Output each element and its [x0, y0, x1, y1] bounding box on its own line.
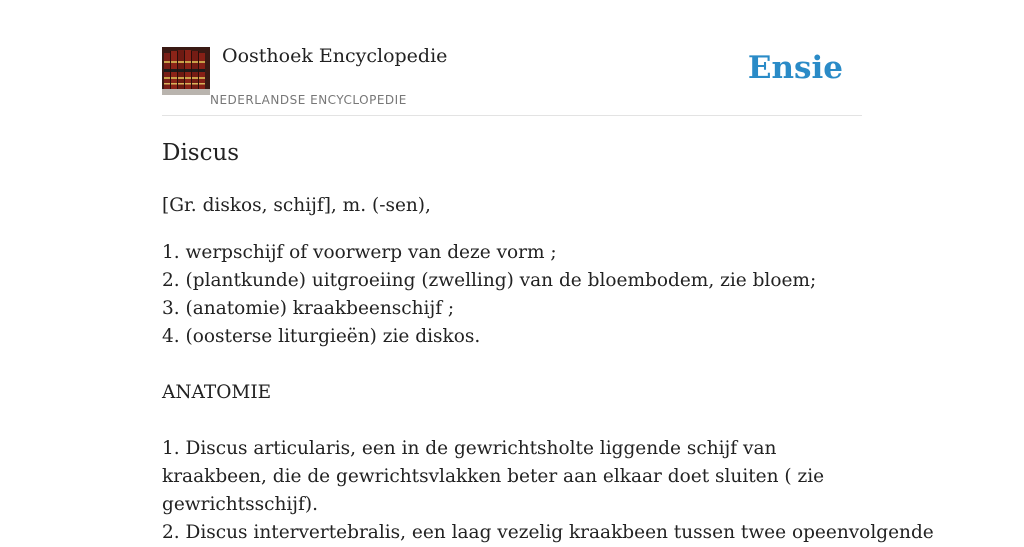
encyclopedia-books-icon[interactable]	[162, 47, 210, 95]
definition-list	[162, 239, 934, 547]
article-title: Discus	[162, 140, 240, 166]
definition-item: 3. (anatomie) kraakbeenschijf ;	[162, 298, 455, 319]
brand-logo-link[interactable]: Ensie	[747, 50, 843, 86]
anatomy-item: 2. Discus intervertebralis, een laag vezelig kraakbeen tussen twee opeenvolgende	[162, 522, 934, 543]
page-container	[162, 0, 934, 543]
anatomy-item: 1. Discus articularis, een in de gewrichtsholte liggende schijf van kraakbeen, die de gewrichtsvlakken beter aan elkaar doet sluiten ( zie gewrichtsschijf).	[162, 438, 825, 515]
article-intro: [Gr. diskos, schijf], m. (-sen),	[162, 195, 431, 216]
section-heading: ANATOMIE	[162, 382, 272, 403]
article-body	[162, 192, 934, 547]
definition-item: 4. (oosterse liturgieën) zie diskos.	[162, 326, 481, 347]
site-subtitle: NEDERLANDSE ENCYCLOPEDIE	[210, 93, 407, 107]
site-header	[162, 0, 862, 116]
site-title-link[interactable]: Oosthoek Encyclopedie	[222, 45, 448, 67]
definition-item: 1. werpschijf of voorwerp van deze vorm ;	[162, 242, 557, 263]
definition-item: 2. (plantkunde) uitgroeiing (zwelling) van de bloembodem, zie bloem;	[162, 270, 817, 291]
